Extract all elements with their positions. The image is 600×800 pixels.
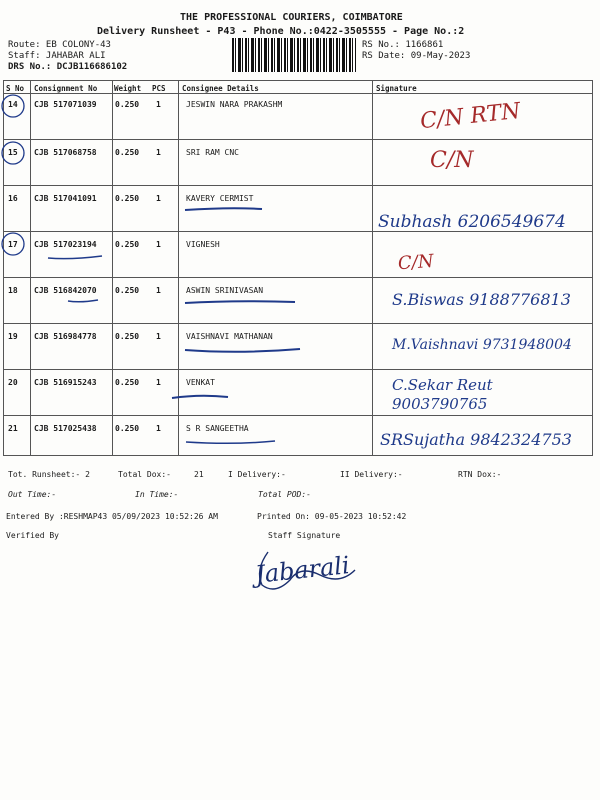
row-consignee: VENKAT <box>186 378 215 387</box>
row-consignee: ASWIN SRINIVASAN <box>186 286 264 295</box>
row-weight: 0.250 <box>115 148 140 157</box>
row-consignment: CJB 516842070 <box>34 286 97 295</box>
row-weight: 0.250 <box>115 424 140 433</box>
row-weight: 0.250 <box>115 194 140 203</box>
row-consignment: CJB 516915243 <box>34 378 97 387</box>
row-sno: 17 <box>8 240 18 249</box>
staff-label: Staff: JAHABAR ALI <box>8 51 106 61</box>
row-pcs: 1 <box>156 100 161 109</box>
row-pcs: 1 <box>156 286 161 295</box>
row-pcs: 1 <box>156 240 161 249</box>
row-weight: 0.250 <box>115 378 140 387</box>
col-header-consignment: Consignment No <box>34 84 98 93</box>
row-consignee: VIGNESH <box>186 240 220 249</box>
row-sno: 18 <box>8 286 18 295</box>
row-consignment: CJB 517071039 <box>34 100 97 109</box>
row-signature: M.Vaishnavi 9731948004 <box>392 337 572 353</box>
col-header-consignee: Consignee Details <box>182 84 259 93</box>
company-title: THE PROFESSIONAL COURIERS, COIMBATORE <box>180 12 403 23</box>
col-header-pcs: PCS <box>152 84 166 93</box>
row-consignment: CJB 517041091 <box>34 194 97 203</box>
rtn-dox-label: RTN Dox:- <box>458 470 502 479</box>
col-header-weight: Weight <box>114 84 142 93</box>
rs-number: RS No.: 1166861 <box>362 40 444 50</box>
row-consignee: KAVERY CERMIST <box>186 194 254 203</box>
row-consignee: S R SANGEETHA <box>186 424 249 433</box>
row-pcs: 1 <box>156 194 161 203</box>
col-header-sno: S No <box>6 84 25 93</box>
row-signature: C/N <box>430 148 474 173</box>
row-sno: 15 <box>8 148 18 157</box>
row-signature: C.Sekar Reut 9003790765 <box>392 376 493 413</box>
drs-label: DRS No.: DCJB116686102 <box>8 62 128 72</box>
row-signature: C/N <box>397 250 435 275</box>
entered-by: Entered By :RESHMAP43 05/09/2023 10:52:26 AM <box>6 512 218 521</box>
printed-on: Printed On: 09-05-2023 10:52:42 <box>257 512 407 521</box>
row-pcs: 1 <box>156 332 161 341</box>
row-sno: 21 <box>8 424 18 433</box>
total-dox-value: 21 <box>194 470 204 479</box>
row-signature: Subhash 6206549674 <box>378 212 566 232</box>
row-consignment: CJB 517025438 <box>34 424 97 433</box>
row-pcs: 1 <box>156 378 161 387</box>
i-delivery-label: I Delivery:- <box>228 470 286 479</box>
row-pcs: 1 <box>156 148 161 157</box>
verified-by-label: Verified By <box>6 531 59 540</box>
row-weight: 0.250 <box>115 286 140 295</box>
row-signature: S.Biswas 9188776813 <box>392 290 571 309</box>
row-sno: 20 <box>8 378 18 387</box>
total-pod-label: Total POD:- <box>258 490 311 499</box>
row-weight: 0.250 <box>115 332 140 341</box>
signature-stroke <box>260 552 355 589</box>
in-time-label: In Time:- <box>135 490 179 499</box>
row-weight: 0.250 <box>115 240 140 249</box>
ii-delivery-label: II Delivery:- <box>340 470 403 479</box>
route-label: Route: EB COLONY-43 <box>8 40 111 50</box>
row-sno: 14 <box>8 100 18 109</box>
row-consignee: VAISHNAVI MATHANAN <box>186 332 273 341</box>
row-sno: 16 <box>8 194 18 203</box>
staff-signature-label: Staff Signature <box>268 531 341 540</box>
row-consignee: JESWIN NARA PRAKASHM <box>186 100 283 109</box>
row-signature: C/N RTN <box>418 98 522 135</box>
row-weight: 0.250 <box>115 100 140 109</box>
total-dox-label: Total Dox:- <box>118 470 171 479</box>
runsheet-subtitle: Delivery Runsheet - P43 - Phone No.:0422-3505555 - Page No.:2 <box>97 26 465 37</box>
col-header-signature: Signature <box>376 84 417 93</box>
row-signature: SRSujatha 9842324753 <box>380 430 572 449</box>
row-consignment: CJB 517023194 <box>34 240 97 249</box>
staff-signature-scrawl: Jabarali <box>253 551 351 589</box>
row-consignment: CJB 516984778 <box>34 332 97 341</box>
row-consignee: SRI RAM CNC <box>186 148 239 157</box>
row-consignment: CJB 517068758 <box>34 148 97 157</box>
row-pcs: 1 <box>156 424 161 433</box>
rs-date: RS Date: 09-May-2023 <box>362 51 471 61</box>
out-time-label: Out Time:- <box>8 490 57 499</box>
row-sno: 19 <box>8 332 18 341</box>
total-runsheet: Tot. Runsheet:- 2 <box>8 470 90 479</box>
